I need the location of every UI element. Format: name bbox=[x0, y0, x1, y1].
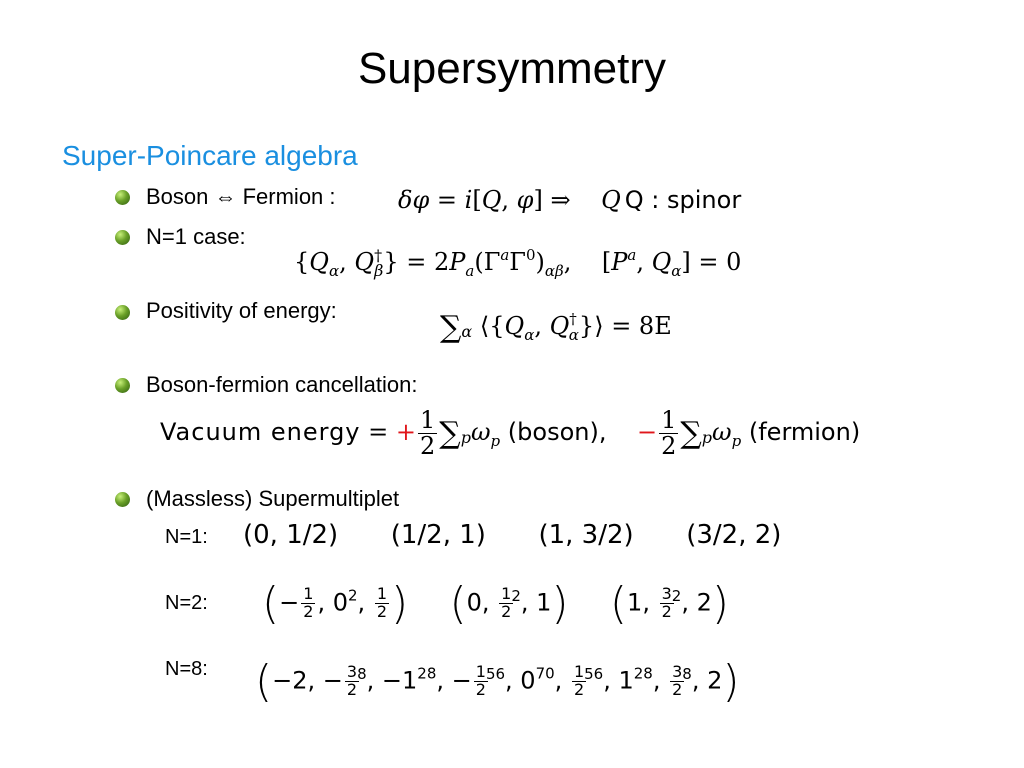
bullet-boson-fermion: Boson ⇔ Fermion : bbox=[146, 184, 336, 209]
n1-label: N=1: bbox=[165, 526, 208, 548]
bullet-icon bbox=[115, 230, 130, 245]
equation-susy-transformation: δφ = i[Q, φ] ⇒ Q Q : spinor bbox=[398, 186, 742, 214]
minus-sign: − bbox=[636, 418, 658, 447]
slide-title: Supersymmetry bbox=[357, 44, 667, 93]
spinor-label: Q : spinor bbox=[624, 186, 742, 214]
bullet-icon bbox=[115, 492, 130, 507]
bullet-icon bbox=[115, 378, 130, 393]
positivity-rhs: = 8E bbox=[611, 312, 672, 340]
equation-anticommutator: {$Q_\alpha$, Q † β } = $2P_a(\Gamma^a\Gamma^0)_{\alpha\beta}$, [$P^a$, $Q_\alpha] = 0$ bbox=[294, 246, 742, 280]
bullet-icon bbox=[115, 305, 130, 320]
plus-sign: + bbox=[395, 418, 416, 447]
bullet-cancellation: Boson-fermion cancellation: bbox=[146, 372, 418, 397]
equation-positivity: ∑α $⟨\{Q_\alpha$, $Q^\dagger_\alpha\}⟩ = 8E$ bbox=[440, 309, 672, 345]
n2-label: N=2: bbox=[165, 592, 208, 614]
n1-multiplets bbox=[243, 520, 781, 550]
bullet-icon bbox=[115, 190, 130, 205]
fermion-label: (fermion) bbox=[748, 418, 861, 447]
n8-multiplet: (−2, − $\frac{3}{2}$ $^8$, $-1^{28}$, − $\frac{1}{2}$ $^{56}$, $0^{70}$, $\frac{1}{2}$ $^{56}$, $1^{28}$, $\frac{3}{2}$ $^8$, 2) bbox=[255, 656, 740, 707]
bullet-positivity: Positivity of energy: bbox=[146, 298, 337, 323]
n1-multiplet: (3/2, 2) bbox=[686, 520, 782, 550]
section-subtitle: Super-Poincare algebra bbox=[62, 140, 358, 171]
commutator-rhs: = 0 bbox=[698, 248, 742, 276]
n8-label: N=8: bbox=[165, 658, 208, 680]
n1-multiplet: (0, 1/2) bbox=[243, 520, 339, 550]
bullet-n1-case: N=1 case: bbox=[146, 224, 246, 249]
equation-vacuum-energy: Vacuum energy = + $\frac{1}{2}$ $\sum p\omega_p$ (boson), − $\frac{1}{2}$ $\sum p\omega_p$ (fermion) bbox=[160, 406, 861, 461]
n2-multiplets: (− $\frac{1}{2}$ , $0^2$, $\frac{1}{2}$ ) (0, $\frac{1}{2}$ $^2$, 1) (1, $\frac{3}{2}$ $^2$, 2) bbox=[262, 578, 730, 629]
bullet-supermultiplet: (Massless) Supermultiplet bbox=[146, 486, 400, 511]
vacuum-energy-label: Vacuum energy bbox=[160, 418, 361, 447]
boson-label: (boson), bbox=[507, 418, 607, 447]
n1-multiplet: (1/2, 1) bbox=[390, 520, 486, 550]
n1-multiplet: (1, 3/2) bbox=[538, 520, 634, 550]
